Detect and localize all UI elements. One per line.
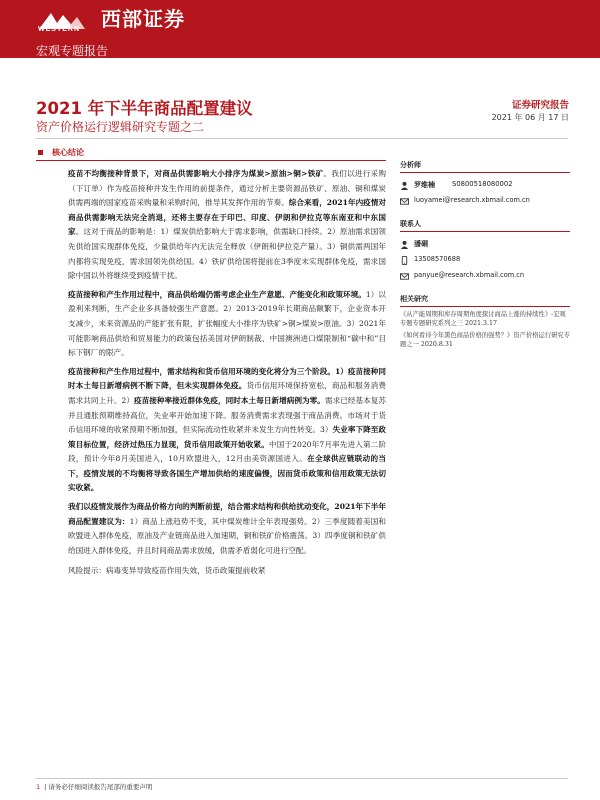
- p3-text-2: 需求已经基本复苏并且通胀预期维持高位，失业率开始加速下降。服务消费需求表现强于商品消费。市场对于货币信用环境的收紧预期不断加强，但实际流动性收紧并未发生方向性转变。3）: [68, 395, 386, 435]
- p4-text: 1）商品上涨趋势不变，其中煤炭维计全年表现强势。2）三季度随着美国和欧盟进入群体免疫，原油及产业链商品进入加速期，铜和铁矿价格震荡。3）四季度铜和铁矿供给国进入群体免疫，并且时间商品需求放缓，供需矛盾弱化可进行空配。: [68, 516, 387, 555]
- analyst-name: 罗维楠: [414, 181, 435, 189]
- contact-heading: 联系人: [400, 219, 570, 232]
- core-conclusion-heading: [36, 146, 386, 160]
- p3-bold: 疫苗接种和产生作用过程中，需求结构和货币信用环境的变化将分为三个阶段。1）疫苗接种同时本土每日新增病例不断下降，但未实现群体免疫。: [68, 366, 386, 391]
- p3-text: 货币信用环境保持宽松，商品和服务消费需求共同上升。2）: [68, 381, 386, 405]
- analyst-reg-no: S0800518080002: [452, 180, 513, 188]
- analyst-row: [400, 179, 570, 195]
- footer: 1 | 请务必仔细阅读报告尾部的重要声明: [36, 783, 153, 791]
- sidebar: [400, 160, 570, 349]
- contact-row: [400, 238, 570, 254]
- contact-phone-row: [400, 254, 570, 270]
- report-label: 证券研究报告: [511, 100, 569, 111]
- p4-bold: 我们以疫情发展作为商品价格方向的判断前提，结合需求结构和供给扰动变化，2021年下半年商品配置建议为：: [68, 502, 386, 526]
- paragraph-2: [68, 288, 386, 361]
- paragraph-3: [68, 365, 386, 496]
- contact-email-row: [400, 270, 570, 286]
- related-heading: 相关研究: [400, 294, 570, 307]
- person-icon: [400, 240, 409, 249]
- person-icon: [400, 181, 409, 190]
- header-band: [0, 0, 600, 58]
- paragraph-1: [68, 167, 386, 284]
- contact-name: 潘硐: [414, 240, 428, 248]
- contact-email[interactable]: panyue@research.xbmail.com.cn: [414, 271, 525, 279]
- contact-phone: 13508570688: [414, 255, 461, 263]
- p1-bold: 疫苗不均衡接种背景下，对商品供需影响大小排序为煤炭>原油>铜>铁矿: [68, 169, 324, 178]
- analyst-email-row: [400, 195, 570, 211]
- bullet-square-icon: [38, 150, 43, 155]
- report-type: 宏观专题报告: [36, 44, 109, 58]
- p2-text: 1）以盈利来判断，生产企业多具备较强生产意愿。2）2013-2019年长期商品额繁下，企业资本开支减少，未来资源品的产能扩张有限，扩张幅度大小排序为铁矿>铜>煤炭>原油。3）2021年可能影响商品供给和贸易能力的政策包括美国对伊朗制裁、中国澳洲进口煤限制和“碳中和”目标下钢厂的限产。: [68, 289, 386, 358]
- core-heading-text: 核心结论: [52, 148, 84, 157]
- report-date: 2021 年 06 月 17 日: [491, 113, 569, 122]
- main-body: [68, 167, 386, 583]
- logo-text: WESTERN: [38, 26, 80, 33]
- footer-note: 请务必仔细阅读报告尾部的重要声明: [48, 783, 153, 791]
- mail-icon: [400, 197, 409, 206]
- p2-bold: 疫苗接种和产生作用过程中，商品供给端仍需考虑企业生产意愿、产能变化和政策环境。: [68, 289, 366, 299]
- mail-icon: [400, 272, 409, 281]
- phone-icon: [400, 256, 409, 265]
- related-item[interactable]: 《从产能周期和库存周期角度探讨商品上涨的持续性》-宏观专题专题研究系列之三 2021.3.17: [400, 311, 566, 327]
- p1-text-2: 。这对于商品的影响是：1）煤炭供给影响大于需求影响，供需缺口持续。2）原油需求国领先供给国实现群体免疫，少量供给年内无法完全释放（伊朗和伊拉克产量）。3）铜供需两国年内都将实现免疫，需求国领先供给国。4）铁矿供给国将提前在3季度末实现群体免疫，需求国除中国以外将继续受到疫情干扰。: [68, 227, 386, 281]
- footer-divider: [36, 778, 568, 779]
- p3-bold-4: 在全球供应链联动的当下，疫情发展的不均衡将导致各国生产增加供给的速度偏慢，因而货币政策和信用政策无法切实收紧。: [68, 454, 387, 493]
- divider: [36, 138, 568, 139]
- paragraph-4: [68, 500, 386, 558]
- risk-warning: 风险提示：病毒变异导致疫苗作用失效，货币政策提前收紧: [68, 566, 266, 576]
- p3-bold-3: 失业率下降至政策目标位置，经济过热压力显现，货币信用政策开始收紧。: [68, 425, 387, 449]
- p1-bold-2: 综合来看，2021年内疫情对商品供需影响无法完全消退，还将主要存在于印巴、印度、伊朗和伊拉克等东南亚和中东国家: [68, 198, 387, 237]
- analyst-email[interactable]: luoyamei@research.xbmail.com.cn: [414, 196, 530, 204]
- p1-text: 。我们以进行采购（下订单）作为疫苗接种并发生作用的前提条件，通过分析主要资源品铁矿、原油、铜和煤炭供需两端的国家疫苗采购量和采购时间，推导其发挥作用的节奏。: [68, 169, 386, 208]
- p3-bold-2: 疫苗接种率接近群体免疫，同时本土每日新增病例为零。: [133, 395, 325, 405]
- related-item[interactable]: 《如何看待今年黑色商品价格的强势？》资产价格运行研究专题之一 2020.8.31: [400, 332, 571, 348]
- page-number: 1: [36, 783, 41, 791]
- page-subtitle: 资产价格运行逻辑研究专题之二: [36, 120, 205, 134]
- p3-text-3: 中国于2020年7月率先进入第二阶段，预计今年8月美国进入，10月欧盟进入，12月由美资源国进入。: [68, 439, 387, 464]
- brand-name: 西部证券: [101, 7, 185, 31]
- heading-underline: [36, 160, 386, 161]
- analyst-heading: 分析师: [400, 160, 570, 173]
- page-title: 2021 年下半年商品配置建议: [36, 99, 253, 118]
